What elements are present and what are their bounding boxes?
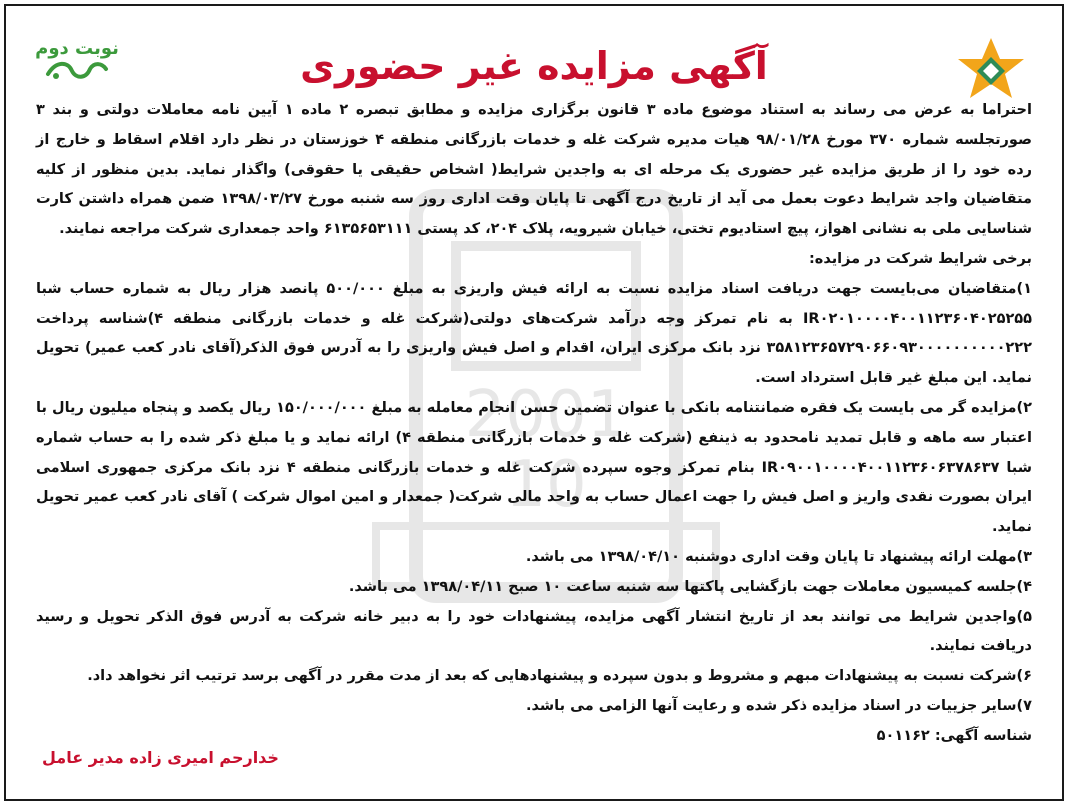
notice-title: آگهی مزایده غیر حضوری	[300, 44, 768, 88]
round-badge-label: نوبت دوم	[35, 38, 119, 59]
svg-text:2001: 2001	[464, 378, 628, 452]
signature: خدارحم امیری زاده مدیر عامل	[42, 748, 279, 767]
round-badge	[32, 38, 122, 94]
conditions-heading: برخی شرایط شرکت در مزایده:	[809, 250, 1032, 267]
condition-3: ۳)مهلت ارائه پیشنهاد تا پایان وقت اداری دوشنبه ۱۳۹۸/۰۴/۱۰ می باشد.	[525, 548, 1032, 565]
condition-4: ۴)جلسه کمیسیون معاملات جهت بازگشایی پاکتها سه شنبه ساعت ۱۰ صبح ۱۳۹۸/۰۴/۱۱ می باشد.	[348, 578, 1032, 595]
condition-5: ۵)واجدین شرایط می توانند بعد از تاریخ انتشار آگهی مزایده، پیشنهادات خود را به دبیر خانه شرکت به آدرس فوق الذکر تحویل و رسید دریافت نمایند.	[36, 608, 1032, 655]
intro-paragraph: احتراما به عرض می رساند به استناد موضوع ماده ۳ قانون برگزاری مزایده و مطابق تبصره ۲ ماده ۱ آیین نامه معاملات دولتی و بند ۳ صورتجلسه شماره ۳۷۰ مورخ ۹۸/۰۱/۲۸ هیات مدیره شرکت غله و خدمات بازرگانی منطقه ۴ خوزستان در نظر دارد اقلام اسقاط و خارج از رده خود را از طریق مزایده غیر حضوری یک مرحله ای به واجدین شرایط( اشخاص حقیقی یا حقوقی) واگذار نماید. بدین منظور از کلیه متقاضیان واجد شرایط دعوت بعمل می آید از تاریخ درج آگهی تا پایان وقت اداری روز سه شنبه مورخ ۱۳۹۸/۰۳/۲۷ ضمن همراه داشتن کارت شناسایی ملی به نشانی اهواز، پیچ استادیوم تختی، خیابان شیرویه، پلاک ۲۰۴، کد پستی ۶۱۳۵۶۵۳۱۱۱ واحد جمعداری شرکت مراجعه نمایند.	[36, 102, 1032, 238]
condition-7: ۷)سایر جزییات در اسناد مزایده ذکر شده و رعایت آنها الزامی می باشد.	[525, 697, 1032, 714]
condition-2: ۲)مزایده گر می بایست یک فقره ضمانتنامه بانکی با عنوان تضمین حسن انجام معامله به مبلغ ۱۵۰/۰۰۰/۰۰۰ ریال یکصد و پنجاه میلیون ریال با اعتبار سه ماهه و قابل تمدید نامحدود به ذینفع (شرکت غله و خدمات بازرگانی منطقه ۴) ارائه نماید و یا مبلغ ذکر شده را به حساب شماره شبا IR۰۹۰۰۱۰۰۰۰۴۰۰۱۱۲۳۶۰۶۳۷۸۶۳۷ بنام تمرکز وجوه سپرده شرکت غله و خدمات بازرگانی منطقه ۴ نزد بانک مرکزی جمهوری اسلامی ایران بصورت نقدی واریز و اصل فیش را جهت اعمال حساب به واحد مالی شرکت( جمعدار و امین اموال شرکت ) آقای نادر کعب عمیر تحویل نماید.	[36, 399, 1033, 536]
notice-body	[36, 96, 1032, 752]
svg-text:10: 10	[505, 448, 587, 522]
auction-notice	[4, 4, 1064, 801]
swirl-icon	[42, 59, 112, 81]
condition-6: ۶)شرکت نسبت به پیشنهادات مبهم و مشروط و بدون سپرده و پیشنهادهایی که بعد از مدت مقرر در آگهی برسد ترتیب اثر نخواهد داد.	[87, 668, 1032, 685]
ad-id: شناسه آگهی: ۵۰۱۱۶۲	[876, 727, 1032, 744]
condition-1: ۱)متقاضیان می‌بایست جهت دریافت اسناد مزایده نسبت به ارائه فیش واریزی به مبلغ ۵۰۰/۰۰۰ پانصد هزار ریال به شماره حساب شبا IR۰۲۰۱۰۰۰۰۴۰۰۱۱۲۳۶۰۴۰۲۵۲۵۵ به نام تمرکز وجه درآمد شرکت‌های دولتی(شرکت غله و خدمات بازرگانی منطقه ۴)شناسه پرداخت ۳۵۸۱۲۳۶۵۷۲۹۰۶۶۰۹۳۰۰۰۰۰۰۰۰۰۰۲۲۲ نزد بانک مرکزی ایران، اقدام و اصل فیش واریزی را به آدرس فوق الذکر(آقای نادر کعب عمیر) تحویل نماید. این مبلغ غیر قابل استرداد است.	[36, 280, 1032, 387]
